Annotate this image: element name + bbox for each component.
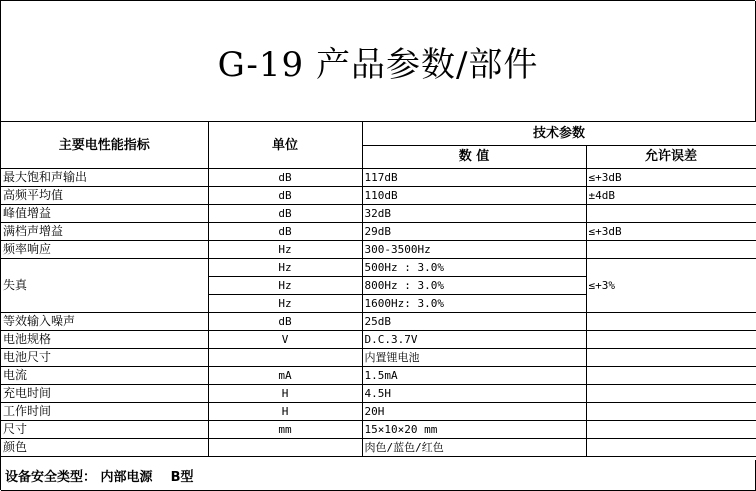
safety-type-text: 设备安全类型： 内部电源 B型: [5, 469, 194, 485]
row-unit: mm: [208, 421, 362, 439]
table-row: [1, 259, 756, 277]
row-value: 117dB: [362, 169, 586, 187]
header-tolerance: 允许误差: [586, 146, 756, 169]
table-row: [1, 313, 756, 331]
row-name: 电池规格: [1, 331, 208, 349]
row-tolerance: [586, 403, 756, 421]
row-name: 高频平均值: [1, 187, 208, 205]
safety-type-footer: [1, 460, 756, 491]
row-name: 电池尺寸: [1, 349, 208, 367]
row-tolerance: [586, 421, 756, 439]
row-unit: dB: [208, 313, 362, 331]
row-tolerance: [586, 349, 756, 367]
row-unit: [208, 349, 362, 367]
row-tolerance: [586, 313, 756, 331]
row-value: 110dB: [362, 187, 586, 205]
row-unit: dB: [208, 205, 362, 223]
row-unit: V: [208, 331, 362, 349]
row-tolerance: [586, 205, 756, 223]
row-tolerance: ≤+3dB: [586, 223, 756, 241]
row-name: 电流: [1, 367, 208, 385]
row-value: D.C.3.7V: [362, 331, 586, 349]
row-unit: Hz: [208, 259, 362, 277]
row-value: 29dB: [362, 223, 586, 241]
row-value: 1600Hz: 3.0%: [362, 295, 586, 313]
distortion-name: 失真: [1, 259, 208, 313]
page-title: G-19 产品参数/部件: [217, 44, 539, 85]
row-name: 颜色: [1, 439, 208, 457]
table-row: [1, 421, 756, 439]
row-value: 内置锂电池: [362, 349, 586, 367]
table-row: [1, 439, 756, 457]
row-value: 800Hz : 3.0%: [362, 277, 586, 295]
row-unit: Hz: [208, 277, 362, 295]
distortion-tolerance: ≤+3%: [586, 259, 756, 313]
row-tolerance: [586, 367, 756, 385]
row-tolerance: ≤+3dB: [586, 169, 756, 187]
row-unit: dB: [208, 187, 362, 205]
table-row: [1, 367, 756, 385]
row-value: 300-3500Hz: [362, 241, 586, 259]
table-row: [1, 241, 756, 259]
row-value: 4.5H: [362, 385, 586, 403]
row-unit: H: [208, 403, 362, 421]
row-tolerance: [586, 331, 756, 349]
row-value: 1.5mA: [362, 367, 586, 385]
table-row: [1, 385, 756, 403]
row-value: 15×10×20 mm: [362, 421, 586, 439]
row-value: 500Hz : 3.0%: [362, 259, 586, 277]
row-value: 25dB: [362, 313, 586, 331]
row-name: 等效输入噪声: [1, 313, 208, 331]
table-row: [1, 187, 756, 205]
table-row: [1, 403, 756, 421]
row-tolerance: [586, 385, 756, 403]
row-value: 32dB: [362, 205, 586, 223]
row-name: 尺寸: [1, 421, 208, 439]
table-row: [1, 223, 756, 241]
row-name: 满档声增益: [1, 223, 208, 241]
row-unit: [208, 439, 362, 457]
row-unit: H: [208, 385, 362, 403]
row-tolerance: [586, 241, 756, 259]
title-box: [1, 1, 756, 122]
header-tech: 技术参数: [362, 122, 756, 146]
table-row: [1, 349, 756, 367]
header-unit: 单位: [208, 122, 362, 169]
table-row: [1, 169, 756, 187]
row-unit: Hz: [208, 241, 362, 259]
header-value: 数 值: [362, 146, 586, 169]
spec-table: [1, 122, 756, 457]
table-row: [1, 205, 756, 223]
row-name: 最大饱和声输出: [1, 169, 208, 187]
row-name: 峰值增益: [1, 205, 208, 223]
row-unit: dB: [208, 223, 362, 241]
row-name: 频率响应: [1, 241, 208, 259]
spec-body: [1, 169, 756, 457]
row-unit: Hz: [208, 295, 362, 313]
row-name: 工作时间: [1, 403, 208, 421]
row-name: 充电时间: [1, 385, 208, 403]
row-value: 肉色/蓝色/红色: [362, 439, 586, 457]
row-tolerance: ±4dB: [586, 187, 756, 205]
table-row: [1, 331, 756, 349]
row-unit: dB: [208, 169, 362, 187]
row-value: 20H: [362, 403, 586, 421]
row-unit: mA: [208, 367, 362, 385]
row-tolerance: [586, 439, 756, 457]
header-indicator: 主要电性能指标: [1, 122, 208, 169]
